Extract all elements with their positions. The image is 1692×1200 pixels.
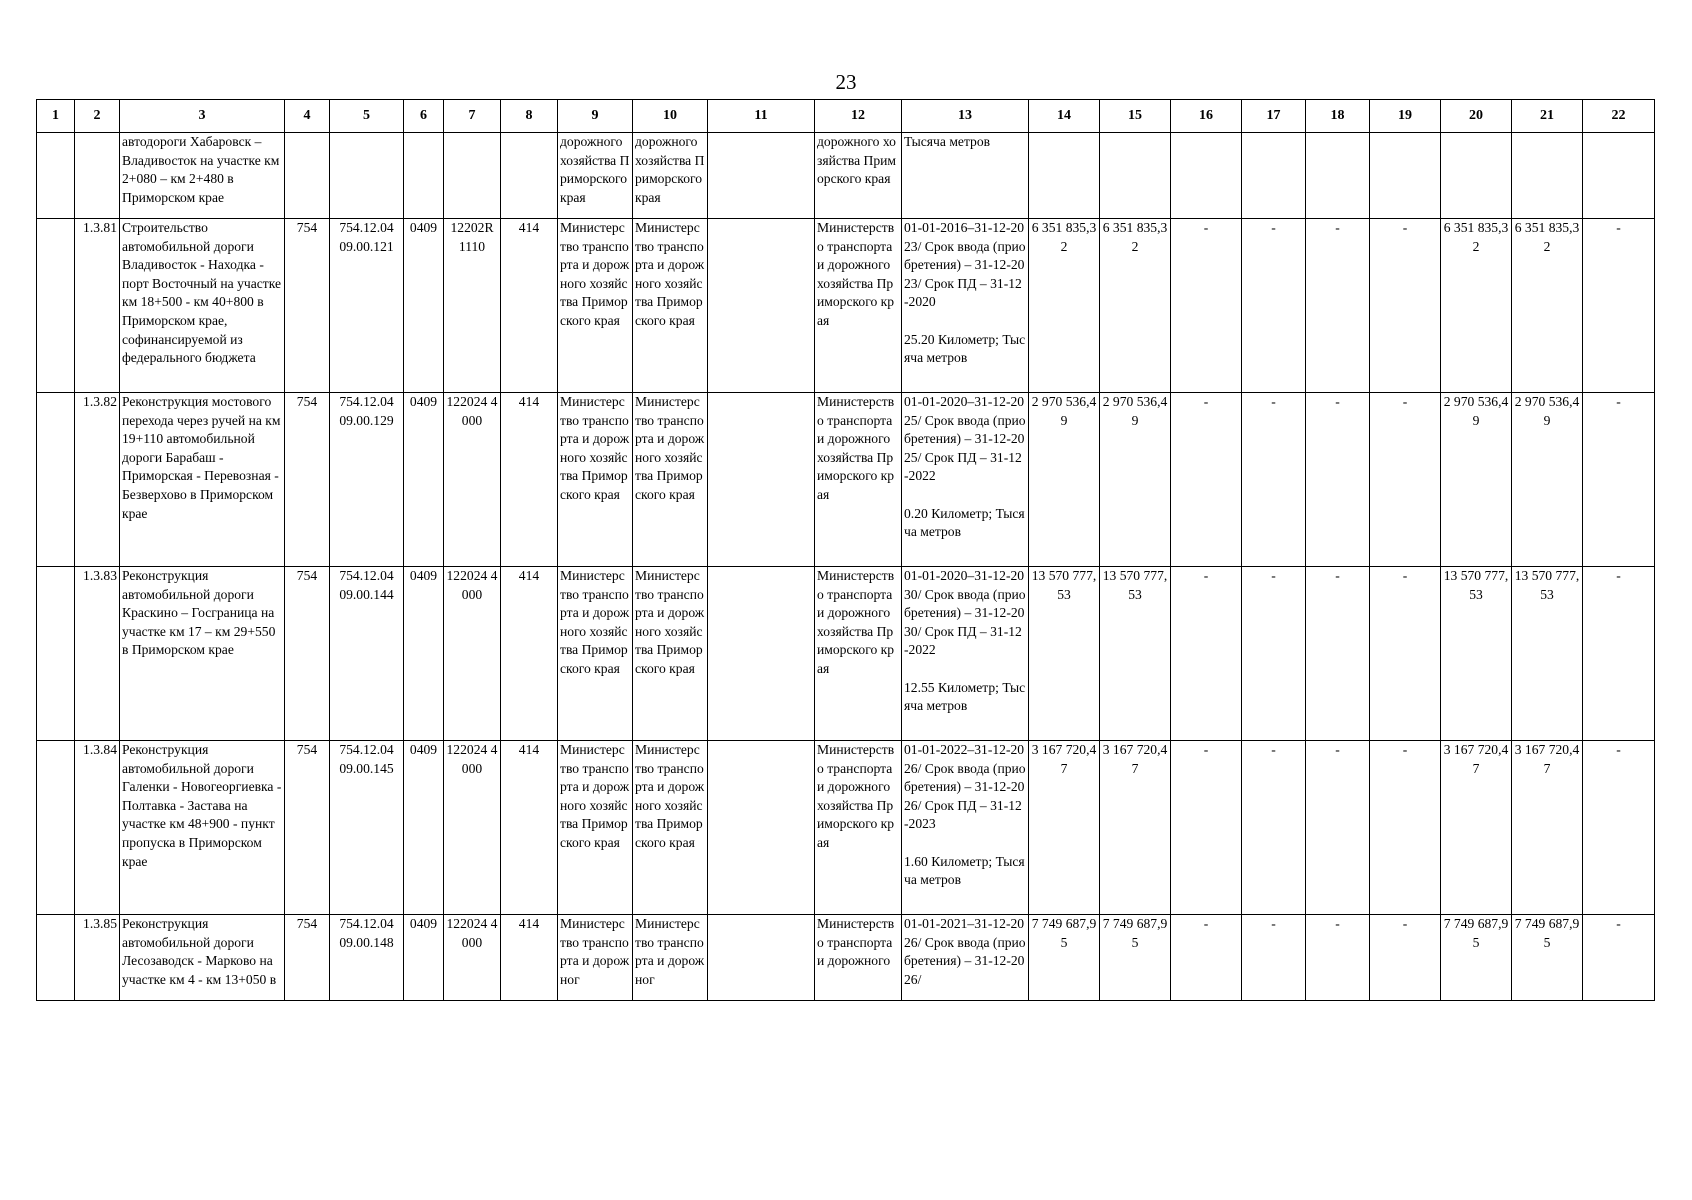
- cell-col-13: [902, 219, 1029, 393]
- column-header-14: 14: [1029, 100, 1100, 133]
- cell-col-22: -: [1583, 219, 1655, 393]
- cell-col-9: Министерство транспорта и дорожного хозяйства Приморского края: [558, 393, 633, 567]
- cell-col-11: [708, 741, 815, 915]
- cell-col-9: Министерство транспорта и дорожног: [558, 915, 633, 1001]
- cell-col-15: 13 570 777,53: [1100, 567, 1171, 741]
- table-row: [37, 133, 1655, 219]
- cell-col-16: -: [1171, 219, 1242, 393]
- cell-col-21: 13 570 777,53: [1512, 567, 1583, 741]
- cell-col-19: -: [1370, 741, 1441, 915]
- cell-col-8: 414: [501, 915, 558, 1001]
- spacer: [904, 486, 1026, 505]
- period-text: Тысяча метров: [904, 134, 991, 149]
- cell-col-10: Министерство транспорта и дорожног: [633, 915, 708, 1001]
- column-header-16: 16: [1171, 100, 1242, 133]
- table-row: [37, 567, 1655, 741]
- cell-col-4: 754: [285, 393, 330, 567]
- cell-col-18: -: [1306, 741, 1370, 915]
- cell-col-4: 754: [285, 915, 330, 1001]
- cell-col-1: [37, 219, 75, 393]
- cell-col-5: [330, 133, 404, 219]
- cell-col-6: 0409: [404, 393, 444, 567]
- cell-col-20: 13 570 777,53: [1441, 567, 1512, 741]
- cell-col-14: [1029, 133, 1100, 219]
- cell-col-11: [708, 393, 815, 567]
- cell-col-9: Министерство транспорта и дорожного хозяйства Приморского края: [558, 567, 633, 741]
- cell-col-10: Министерство транспорта и дорожного хозяйства Приморского края: [633, 741, 708, 915]
- cell-col-9: Министерство транспорта и дорожного хозяйства Приморского края: [558, 219, 633, 393]
- cell-col-21: 7 749 687,95: [1512, 915, 1583, 1001]
- table-row: [37, 915, 1655, 1001]
- cell-col-3: Реконструкция автомобильной дороги Галенки - Новогеоргиевка - Полтавка - Застава на участке км 48+900 - пункт пропуска в Приморском крае: [120, 741, 285, 915]
- spacer: [904, 660, 1026, 679]
- cell-col-10: дорожного хозяйства Приморского края: [633, 133, 708, 219]
- cell-col-7: 122024 4000: [444, 393, 501, 567]
- cell-col-17: [1242, 133, 1306, 219]
- cell-col-17: -: [1242, 915, 1306, 1001]
- column-header-3: 3: [120, 100, 285, 133]
- cell-col-21: 6 351 835,32: [1512, 219, 1583, 393]
- cell-col-4: 754: [285, 219, 330, 393]
- cell-col-9: Министерство транспорта и дорожного хозяйства Приморского края: [558, 741, 633, 915]
- cell-col-9: дорожного хозяйства Приморского края: [558, 133, 633, 219]
- cell-col-12: Министерство транспорта и дорожного хозяйства Приморского края: [815, 219, 902, 393]
- cell-col-2: 1.3.85: [75, 915, 120, 1001]
- cell-col-15: 3 167 720,47: [1100, 741, 1171, 915]
- capacity-text: 25.20 Километр; Тысяча метров: [904, 331, 1026, 366]
- cell-col-7: 12202R 1110: [444, 219, 501, 393]
- column-header-17: 17: [1242, 100, 1306, 133]
- column-header-10: 10: [633, 100, 708, 133]
- cell-col-6: 0409: [404, 915, 444, 1001]
- cell-col-8: 414: [501, 567, 558, 741]
- header-row: [37, 100, 1655, 133]
- cell-col-4: [285, 133, 330, 219]
- cell-col-18: -: [1306, 219, 1370, 393]
- cell-col-3: Реконструкция автомобильной дороги Краскино – Госграница на участке км 17 – км 29+550 в Приморском крае: [120, 567, 285, 741]
- cell-col-17: -: [1242, 741, 1306, 915]
- cell-col-18: -: [1306, 393, 1370, 567]
- column-header-11: 11: [708, 100, 815, 133]
- spacer: [904, 312, 1026, 331]
- cell-col-18: [1306, 133, 1370, 219]
- cell-col-12: Министерство транспорта и дорожного хозяйства Приморского края: [815, 393, 902, 567]
- period-text: 01-01-2020–31-12-2025/ Срок ввода (приобретения) – 31-12-2025/ Срок ПД – 31-12-2022: [904, 394, 1026, 484]
- cell-col-3: Реконструкция автомобильной дороги Лесозаводск - Марково на участке км 4 - км 13+050 в: [120, 915, 285, 1001]
- cell-col-12: дорожного хозяйства Приморского края: [815, 133, 902, 219]
- cell-col-14: 2 970 536,49: [1029, 393, 1100, 567]
- cell-col-13: [902, 133, 1029, 219]
- column-header-9: 9: [558, 100, 633, 133]
- cell-col-13: [902, 567, 1029, 741]
- cell-col-5: 754.12.04 09.00.148: [330, 915, 404, 1001]
- cell-col-11: [708, 219, 815, 393]
- cell-col-14: 6 351 835,32: [1029, 219, 1100, 393]
- cell-col-1: [37, 741, 75, 915]
- cell-col-14: 13 570 777,53: [1029, 567, 1100, 741]
- cell-col-20: [1441, 133, 1512, 219]
- period-text: 01-01-2020–31-12-2030/ Срок ввода (приобретения) – 31-12-2030/ Срок ПД – 31-12-2022: [904, 568, 1026, 658]
- cell-col-19: [1370, 133, 1441, 219]
- column-header-20: 20: [1441, 100, 1512, 133]
- column-header-19: 19: [1370, 100, 1441, 133]
- capacity-text: 1.60 Километр; Тысяча метров: [904, 853, 1025, 888]
- cell-col-21: 2 970 536,49: [1512, 393, 1583, 567]
- column-header-6: 6: [404, 100, 444, 133]
- cell-col-8: 414: [501, 741, 558, 915]
- cell-col-22: -: [1583, 393, 1655, 567]
- cell-col-10: Министерство транспорта и дорожного хозяйства Приморского края: [633, 567, 708, 741]
- cell-col-1: [37, 915, 75, 1001]
- cell-col-13: [902, 393, 1029, 567]
- cell-col-21: [1512, 133, 1583, 219]
- cell-col-5: 754.12.04 09.00.121: [330, 219, 404, 393]
- cell-col-20: 3 167 720,47: [1441, 741, 1512, 915]
- cell-col-11: [708, 133, 815, 219]
- cell-col-18: -: [1306, 567, 1370, 741]
- cell-col-2: 1.3.81: [75, 219, 120, 393]
- cell-col-7: 122024 4000: [444, 741, 501, 915]
- cell-col-19: -: [1370, 393, 1441, 567]
- cell-col-10: Министерство транспорта и дорожного хозяйства Приморского края: [633, 393, 708, 567]
- cell-col-12: Министерство транспорта и дорожного: [815, 915, 902, 1001]
- cell-col-2: 1.3.83: [75, 567, 120, 741]
- cell-col-20: 2 970 536,49: [1441, 393, 1512, 567]
- page-number: 23: [835, 70, 857, 94]
- cell-col-17: -: [1242, 393, 1306, 567]
- cell-col-5: 754.12.04 09.00.144: [330, 567, 404, 741]
- period-text: 01-01-2021–31-12-2026/ Срок ввода (приобретения) – 31-12-2026/: [904, 916, 1026, 987]
- cell-col-14: 7 749 687,95: [1029, 915, 1100, 1001]
- column-header-4: 4: [285, 100, 330, 133]
- table-row: [37, 741, 1655, 915]
- column-header-13: 13: [902, 100, 1029, 133]
- cell-col-19: -: [1370, 219, 1441, 393]
- cell-col-11: [708, 915, 815, 1001]
- cell-col-11: [708, 567, 815, 741]
- column-header-21: 21: [1512, 100, 1583, 133]
- cell-col-20: 6 351 835,32: [1441, 219, 1512, 393]
- cell-col-2: [75, 133, 120, 219]
- cell-col-2: 1.3.84: [75, 741, 120, 915]
- period-text: 01-01-2016–31-12-2023/ Срок ввода (приобретения) – 31-12-2023/ Срок ПД – 31-12-2020: [904, 220, 1026, 310]
- cell-col-7: [444, 133, 501, 219]
- capacity-text: 12.55 Километр; Тысяча метров: [904, 679, 1026, 714]
- cell-col-21: 3 167 720,47: [1512, 741, 1583, 915]
- cell-col-22: [1583, 133, 1655, 219]
- cell-col-12: Министерство транспорта и дорожного хозяйства Приморского края: [815, 741, 902, 915]
- cell-col-22: -: [1583, 915, 1655, 1001]
- cell-col-1: [37, 133, 75, 219]
- cell-col-13: [902, 915, 1029, 1001]
- cell-col-8: 414: [501, 393, 558, 567]
- cell-col-22: -: [1583, 567, 1655, 741]
- column-header-7: 7: [444, 100, 501, 133]
- table-body: [37, 133, 1655, 1001]
- cell-col-15: 7 749 687,95: [1100, 915, 1171, 1001]
- cell-col-7: 122024 4000: [444, 915, 501, 1001]
- spacer: [904, 834, 1026, 853]
- cell-col-17: -: [1242, 567, 1306, 741]
- budget-table: [36, 99, 1655, 1001]
- column-header-5: 5: [330, 100, 404, 133]
- cell-col-6: 0409: [404, 741, 444, 915]
- column-header-15: 15: [1100, 100, 1171, 133]
- cell-col-22: -: [1583, 741, 1655, 915]
- cell-col-3: Строительство автомобильной дороги Владивосток - Находка - порт Восточный на участке км 18+500 - км 40+800 в Приморском крае, софинансируемой из федерального бюджета: [120, 219, 285, 393]
- cell-col-6: [404, 133, 444, 219]
- cell-col-3: автодороги Хабаровск – Владивосток на участке км 2+080 – км 2+480 в Приморском крае: [120, 133, 285, 219]
- cell-col-16: -: [1171, 741, 1242, 915]
- cell-col-3: Реконструкция мостового перехода через ручей на км 19+110 автомобильной дороги Барабаш - Приморская - Перевозная - Безверхово в Приморском крае: [120, 393, 285, 567]
- cell-col-2: 1.3.82: [75, 393, 120, 567]
- cell-col-5: 754.12.04 09.00.129: [330, 393, 404, 567]
- column-header-12: 12: [815, 100, 902, 133]
- cell-col-10: Министерство транспорта и дорожного хозяйства Приморского края: [633, 219, 708, 393]
- table-row: [37, 219, 1655, 393]
- cell-col-18: -: [1306, 915, 1370, 1001]
- cell-col-7: 122024 4000: [444, 567, 501, 741]
- cell-col-4: 754: [285, 567, 330, 741]
- cell-col-19: -: [1370, 567, 1441, 741]
- column-header-8: 8: [501, 100, 558, 133]
- cell-col-15: 2 970 536,49: [1100, 393, 1171, 567]
- cell-col-8: 414: [501, 219, 558, 393]
- cell-col-16: -: [1171, 567, 1242, 741]
- cell-col-15: 6 351 835,32: [1100, 219, 1171, 393]
- capacity-text: 0.20 Километр; Тысяча метров: [904, 505, 1025, 540]
- cell-col-17: -: [1242, 219, 1306, 393]
- column-header-18: 18: [1306, 100, 1370, 133]
- cell-col-20: 7 749 687,95: [1441, 915, 1512, 1001]
- column-header-2: 2: [75, 100, 120, 133]
- cell-col-13: [902, 741, 1029, 915]
- table-row: [37, 393, 1655, 567]
- cell-col-15: [1100, 133, 1171, 219]
- cell-col-5: 754.12.04 09.00.145: [330, 741, 404, 915]
- cell-col-1: [37, 393, 75, 567]
- cell-col-1: [37, 567, 75, 741]
- cell-col-6: 0409: [404, 219, 444, 393]
- cell-col-12: Министерство транспорта и дорожного хозяйства Приморского края: [815, 567, 902, 741]
- cell-col-4: 754: [285, 741, 330, 915]
- column-header-1: 1: [37, 100, 75, 133]
- cell-col-16: -: [1171, 393, 1242, 567]
- cell-col-16: -: [1171, 915, 1242, 1001]
- cell-col-14: 3 167 720,47: [1029, 741, 1100, 915]
- cell-col-16: [1171, 133, 1242, 219]
- cell-col-19: -: [1370, 915, 1441, 1001]
- column-header-22: 22: [1583, 100, 1655, 133]
- cell-col-8: [501, 133, 558, 219]
- period-text: 01-01-2022–31-12-2026/ Срок ввода (приобретения) – 31-12-2026/ Срок ПД – 31-12-2023: [904, 742, 1026, 832]
- cell-col-6: 0409: [404, 567, 444, 741]
